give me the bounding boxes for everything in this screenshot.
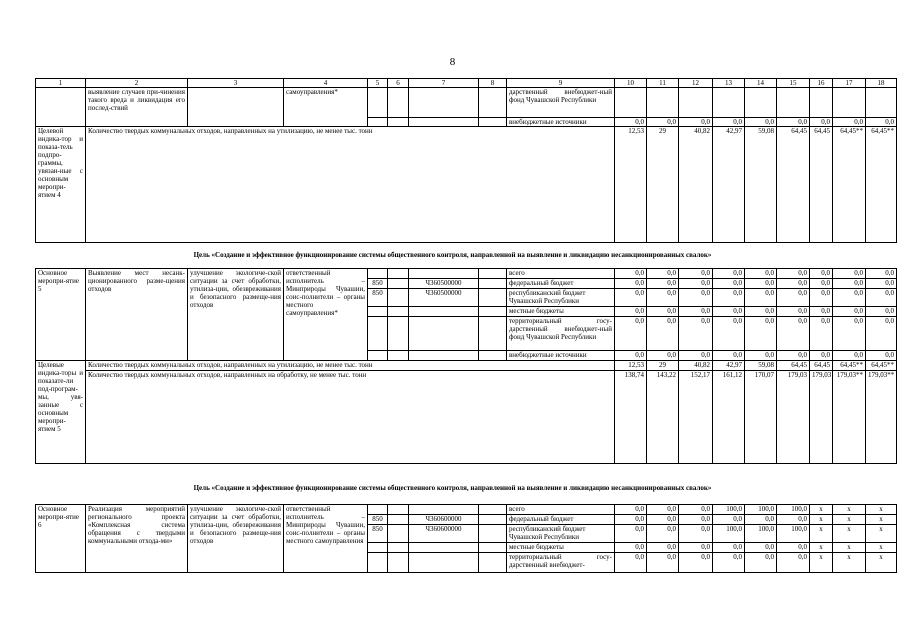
- funding-source: всего: [507, 505, 615, 515]
- executor-cell: ответственный исполнитель – Минприроды Чувашии, соис-полнители – органы местного самоуправления*: [284, 269, 368, 361]
- value-cell: 29: [647, 361, 679, 371]
- value-cell: 0,0: [745, 553, 777, 573]
- value-cell: 40,82: [679, 127, 713, 243]
- funding-source: республиканский бюджет Чувашской Республики: [507, 289, 615, 307]
- value-cell: 100,0: [777, 525, 810, 543]
- expected-result: улучшение экологиче-ской ситуации за счет обработки, утилиза-ции, обезвреживания и безопасного размеще-ния отходов: [188, 269, 284, 361]
- col-header: 13: [713, 79, 745, 88]
- value-cell: 0,0: [866, 289, 897, 307]
- value-cell: 0,0: [647, 118, 679, 127]
- funding-source: территориальный госу-дарственный внебюджет-: [507, 553, 615, 573]
- value-cell: 0,0: [679, 515, 713, 525]
- program-table-part-3: [35, 504, 897, 573]
- value-cell: 0,0: [679, 279, 713, 289]
- value-cell: 0,0: [647, 525, 679, 543]
- table-row: [36, 269, 897, 279]
- value-cell: 0,0: [833, 118, 866, 127]
- measure-description: Выявление мест несанк-ционированного разме-щения отходов: [86, 269, 188, 361]
- table-row: [36, 505, 897, 515]
- value-cell: 100,0: [713, 505, 745, 515]
- value-cell: 0,0: [679, 351, 713, 361]
- value-cell: 0,0: [647, 269, 679, 279]
- funding-source: федеральный бюджет: [507, 279, 615, 289]
- value-cell: 0,0: [866, 307, 897, 317]
- value-cell: 0,0: [810, 279, 833, 289]
- col-header: 5: [368, 79, 388, 88]
- value-cell: 0,0: [647, 279, 679, 289]
- value-cell: x: [866, 505, 897, 515]
- code-cell: 850: [368, 289, 388, 307]
- value-cell: 64,45: [810, 127, 833, 243]
- value-cell: 0,0: [833, 279, 866, 289]
- goal-heading: Цель «Создание и эффективное функционирование системы общественного контроля, направленной на выявление и ликвидацию несанкционированных свалок»: [193, 484, 712, 492]
- value-cell: 0,0: [679, 289, 713, 307]
- funding-source: дарственный внебюджет-ный фонд Чувашской Республики: [507, 88, 615, 118]
- page-number: 8: [449, 56, 456, 68]
- value-cell: 0,0: [615, 279, 647, 289]
- value-cell: 0,0: [810, 118, 833, 127]
- value-cell: 0,0: [810, 307, 833, 317]
- value-cell: 143,22: [647, 371, 679, 464]
- value-cell: 0,0: [615, 525, 647, 543]
- empty-cell: [36, 88, 86, 127]
- value-cell: x: [810, 553, 833, 573]
- value-cell: x: [810, 525, 833, 543]
- value-cell: 0,0: [745, 269, 777, 279]
- value-cell: 0,0: [866, 279, 897, 289]
- value-cell: 179,03**: [866, 371, 897, 464]
- funding-source: местные бюджеты: [507, 543, 615, 553]
- value-cell: 0,0: [777, 317, 810, 351]
- value-cell: x: [866, 515, 897, 525]
- value-cell: 0,0: [647, 515, 679, 525]
- value-cell: 40,82: [679, 361, 713, 371]
- value-cell: 12,53: [615, 127, 647, 243]
- value-cell: 100,0: [745, 505, 777, 515]
- value-cell: 0,0: [713, 351, 745, 361]
- value-cell: 0,0: [745, 118, 777, 127]
- value-cell: 0,0: [713, 317, 745, 351]
- value-cell: 0,0: [810, 351, 833, 361]
- value-cell: 0,0: [833, 307, 866, 317]
- code-cell: Ч360500000: [409, 289, 479, 307]
- value-cell: 0,0: [615, 553, 647, 573]
- col-header: 8: [479, 79, 507, 88]
- value-cell: 0,0: [615, 307, 647, 317]
- value-cell: 0,0: [647, 351, 679, 361]
- value-cell: 64,45**: [866, 361, 897, 371]
- col-header: 11: [647, 79, 679, 88]
- value-cell: 64,45**: [833, 127, 866, 243]
- value-cell: 0,0: [615, 118, 647, 127]
- code-cell: Ч360600000: [409, 515, 479, 525]
- measure-label: Основное меропри-ятие 6: [36, 505, 86, 573]
- value-cell: 0,0: [833, 269, 866, 279]
- value-cell: 0,0: [679, 269, 713, 279]
- value-cell: 0,0: [833, 317, 866, 351]
- value-cell: 0,0: [777, 515, 810, 525]
- program-table-part-1: [35, 78, 897, 243]
- target-indicator-text: Количество твердых коммунальных отходов, направленных на утилизацию, не менее тыс. тонн: [86, 127, 615, 243]
- col-header: 18: [866, 79, 897, 88]
- target-indicator-text: Количество твердых коммунальных отходов, направленных на утилизацию, не менее тыс. тонн: [86, 361, 615, 371]
- col-header: 3: [188, 79, 284, 88]
- value-cell: 0,0: [647, 317, 679, 351]
- value-cell: 12,53: [615, 361, 647, 371]
- value-cell: 0,0: [713, 307, 745, 317]
- value-cell: 0,0: [713, 289, 745, 307]
- value-cell: 0,0: [810, 317, 833, 351]
- executor-cell: ответственный исполнитель – Минприроды Чувашии, соис-полнители – органы местного самоуправления: [284, 505, 368, 573]
- value-cell: x: [833, 543, 866, 553]
- goal-heading: Цель «Создание и эффективное функционирование системы общественного контроля, направленной на выявление и ликвидацию несанкционированных свалок»: [193, 251, 712, 259]
- value-cell: 0,0: [745, 307, 777, 317]
- value-cell: 0,0: [647, 543, 679, 553]
- value-cell: 138,74: [615, 371, 647, 464]
- code-cell: 850: [368, 525, 388, 543]
- value-cell: x: [810, 505, 833, 515]
- value-cell: x: [833, 505, 866, 515]
- value-cell: 0,0: [615, 543, 647, 553]
- col-header: 9: [507, 79, 615, 88]
- value-cell: 59,08: [745, 127, 777, 243]
- table-row: [36, 127, 897, 243]
- funding-source: внебюджетные источники: [507, 351, 615, 361]
- value-cell: 0,0: [713, 543, 745, 553]
- value-cell: 152,17: [679, 371, 713, 464]
- value-cell: 0,0: [615, 351, 647, 361]
- value-cell: 0,0: [833, 289, 866, 307]
- value-cell: 0,0: [647, 505, 679, 515]
- value-cell: 161,12: [713, 371, 745, 464]
- value-cell: 0,0: [615, 269, 647, 279]
- value-cell: 0,0: [866, 351, 897, 361]
- value-cell: 0,0: [713, 515, 745, 525]
- code-cell: Ч360500000: [409, 279, 479, 289]
- empty-cell: [188, 88, 284, 127]
- value-cell: 0,0: [679, 543, 713, 553]
- measure-description: Реализация мероприятий регионального проекта «Комплексная система обращения с твердыми коммунальными отхода-ми»: [86, 505, 188, 573]
- value-cell: x: [866, 553, 897, 573]
- value-cell: 0,0: [713, 269, 745, 279]
- value-cell: 0,0: [777, 351, 810, 361]
- value-cell: 179,03: [810, 371, 833, 464]
- funding-source: местные бюджеты: [507, 307, 615, 317]
- value-cell: 0,0: [713, 553, 745, 573]
- value-cell: 0,0: [679, 505, 713, 515]
- value-cell: 42,97: [713, 361, 745, 371]
- funding-source: республиканский бюджет Чувашской Республики: [507, 525, 615, 543]
- value-cell: 29: [647, 127, 679, 243]
- code-cell: 850: [368, 515, 388, 525]
- column-number-row: [36, 79, 897, 88]
- value-cell: 0,0: [866, 269, 897, 279]
- value-cell: 0,0: [647, 553, 679, 573]
- value-cell: x: [866, 525, 897, 543]
- value-cell: 0,0: [777, 118, 810, 127]
- value-cell: x: [810, 543, 833, 553]
- value-cell: 0,0: [679, 553, 713, 573]
- col-header: 15: [777, 79, 810, 88]
- col-header: 7: [409, 79, 479, 88]
- value-cell: 0,0: [745, 515, 777, 525]
- value-cell: x: [833, 515, 866, 525]
- target-indicator-text: Количество твердых коммунальных отходов, направленных на обработку, не менее тыс. тонн: [86, 371, 615, 464]
- measure-label: Основное меропри-ятие 5: [36, 269, 86, 361]
- value-cell: 0,0: [745, 289, 777, 307]
- target-indicator-label: Целевой индика-тор и показа-тель подпро-граммы, увязан-ные с основным меропри-ятием 4: [36, 127, 86, 243]
- value-cell: 0,0: [679, 118, 713, 127]
- value-cell: 0,0: [713, 118, 745, 127]
- value-cell: 42,97: [713, 127, 745, 243]
- value-cell: 0,0: [810, 289, 833, 307]
- code-cell: Ч360600000: [409, 525, 479, 543]
- funding-source: территориальный госу-дарственный внебюджет-ный фонд Чувашской Республики: [507, 317, 615, 351]
- value-cell: 64,45: [777, 127, 810, 243]
- table-row: [36, 371, 897, 464]
- col-header: 12: [679, 79, 713, 88]
- program-table-part-2: [35, 268, 897, 464]
- value-cell: 0,0: [679, 317, 713, 351]
- value-cell: 0,0: [713, 279, 745, 289]
- funding-source: всего: [507, 269, 615, 279]
- value-cell: x: [833, 553, 866, 573]
- value-cell: 0,0: [810, 269, 833, 279]
- value-cell: 100,0: [713, 525, 745, 543]
- value-cell: 0,0: [777, 279, 810, 289]
- value-cell: 100,0: [745, 525, 777, 543]
- value-cell: 0,0: [777, 289, 810, 307]
- value-cell: 179,03: [777, 371, 810, 464]
- value-cell: 64,45**: [833, 361, 866, 371]
- empty-cell: [388, 88, 409, 118]
- value-cell: 0,0: [745, 351, 777, 361]
- value-cell: x: [833, 525, 866, 543]
- value-cell: 170,07: [745, 371, 777, 464]
- value-cell: 0,0: [745, 279, 777, 289]
- value-cell: 0,0: [647, 289, 679, 307]
- value-cell: 0,0: [833, 351, 866, 361]
- col-header: 1: [36, 79, 86, 88]
- value-cell: 0,0: [777, 553, 810, 573]
- value-cell: 0,0: [615, 505, 647, 515]
- funding-source: внебюджетные источники: [507, 118, 615, 127]
- code-cell: 850: [368, 279, 388, 289]
- value-cell: 64,45: [810, 361, 833, 371]
- target-indicator-label: Целевые индика-торы и показате-ли под-програм-мы, увя-занные с основным меропри-ятием 5: [36, 361, 86, 464]
- value-cell: 0,0: [615, 515, 647, 525]
- value-cell: 100,0: [777, 505, 810, 515]
- value-cell: 0,0: [745, 317, 777, 351]
- value-cell: 64,45: [777, 361, 810, 371]
- empty-cell: [479, 88, 507, 118]
- value-cell: 59,08: [745, 361, 777, 371]
- col-header: 17: [833, 79, 866, 88]
- value-cell: 0,0: [647, 307, 679, 317]
- empty-cell: [368, 88, 388, 118]
- value-cell: 0,0: [615, 289, 647, 307]
- value-cell: 0,0: [777, 543, 810, 553]
- value-cell: 0,0: [745, 543, 777, 553]
- measure-description: выявление случаев при-чинения такого вреда и ликвидация его послед-ствий: [86, 88, 188, 127]
- value-cell: 0,0: [615, 317, 647, 351]
- funding-source: федеральный бюджет: [507, 515, 615, 525]
- value-cell: 0,0: [866, 317, 897, 351]
- value-cell: 0,0: [866, 118, 897, 127]
- table-row: [36, 88, 897, 118]
- empty-cell: [409, 88, 479, 118]
- value-cell: 0,0: [777, 269, 810, 279]
- value-cell: 0,0: [679, 525, 713, 543]
- col-header: 4: [284, 79, 368, 88]
- executor-cell: самоуправления*: [284, 88, 368, 127]
- col-header: 6: [388, 79, 409, 88]
- col-header: 14: [745, 79, 777, 88]
- col-header: 16: [810, 79, 833, 88]
- value-cell: 179,03**: [833, 371, 866, 464]
- value-cell: x: [810, 515, 833, 525]
- value-cell: 64,45**: [866, 127, 897, 243]
- table-row: [36, 361, 897, 371]
- value-cell: x: [866, 543, 897, 553]
- col-header: 2: [86, 79, 188, 88]
- expected-result: улучшение экологиче-ской ситуации за счет обработки, утилиза-ции, обезвреживания и безопасного размеще-ния отходов: [188, 505, 284, 573]
- value-cell: 0,0: [679, 307, 713, 317]
- col-header: 10: [615, 79, 647, 88]
- value-cell: 0,0: [777, 307, 810, 317]
